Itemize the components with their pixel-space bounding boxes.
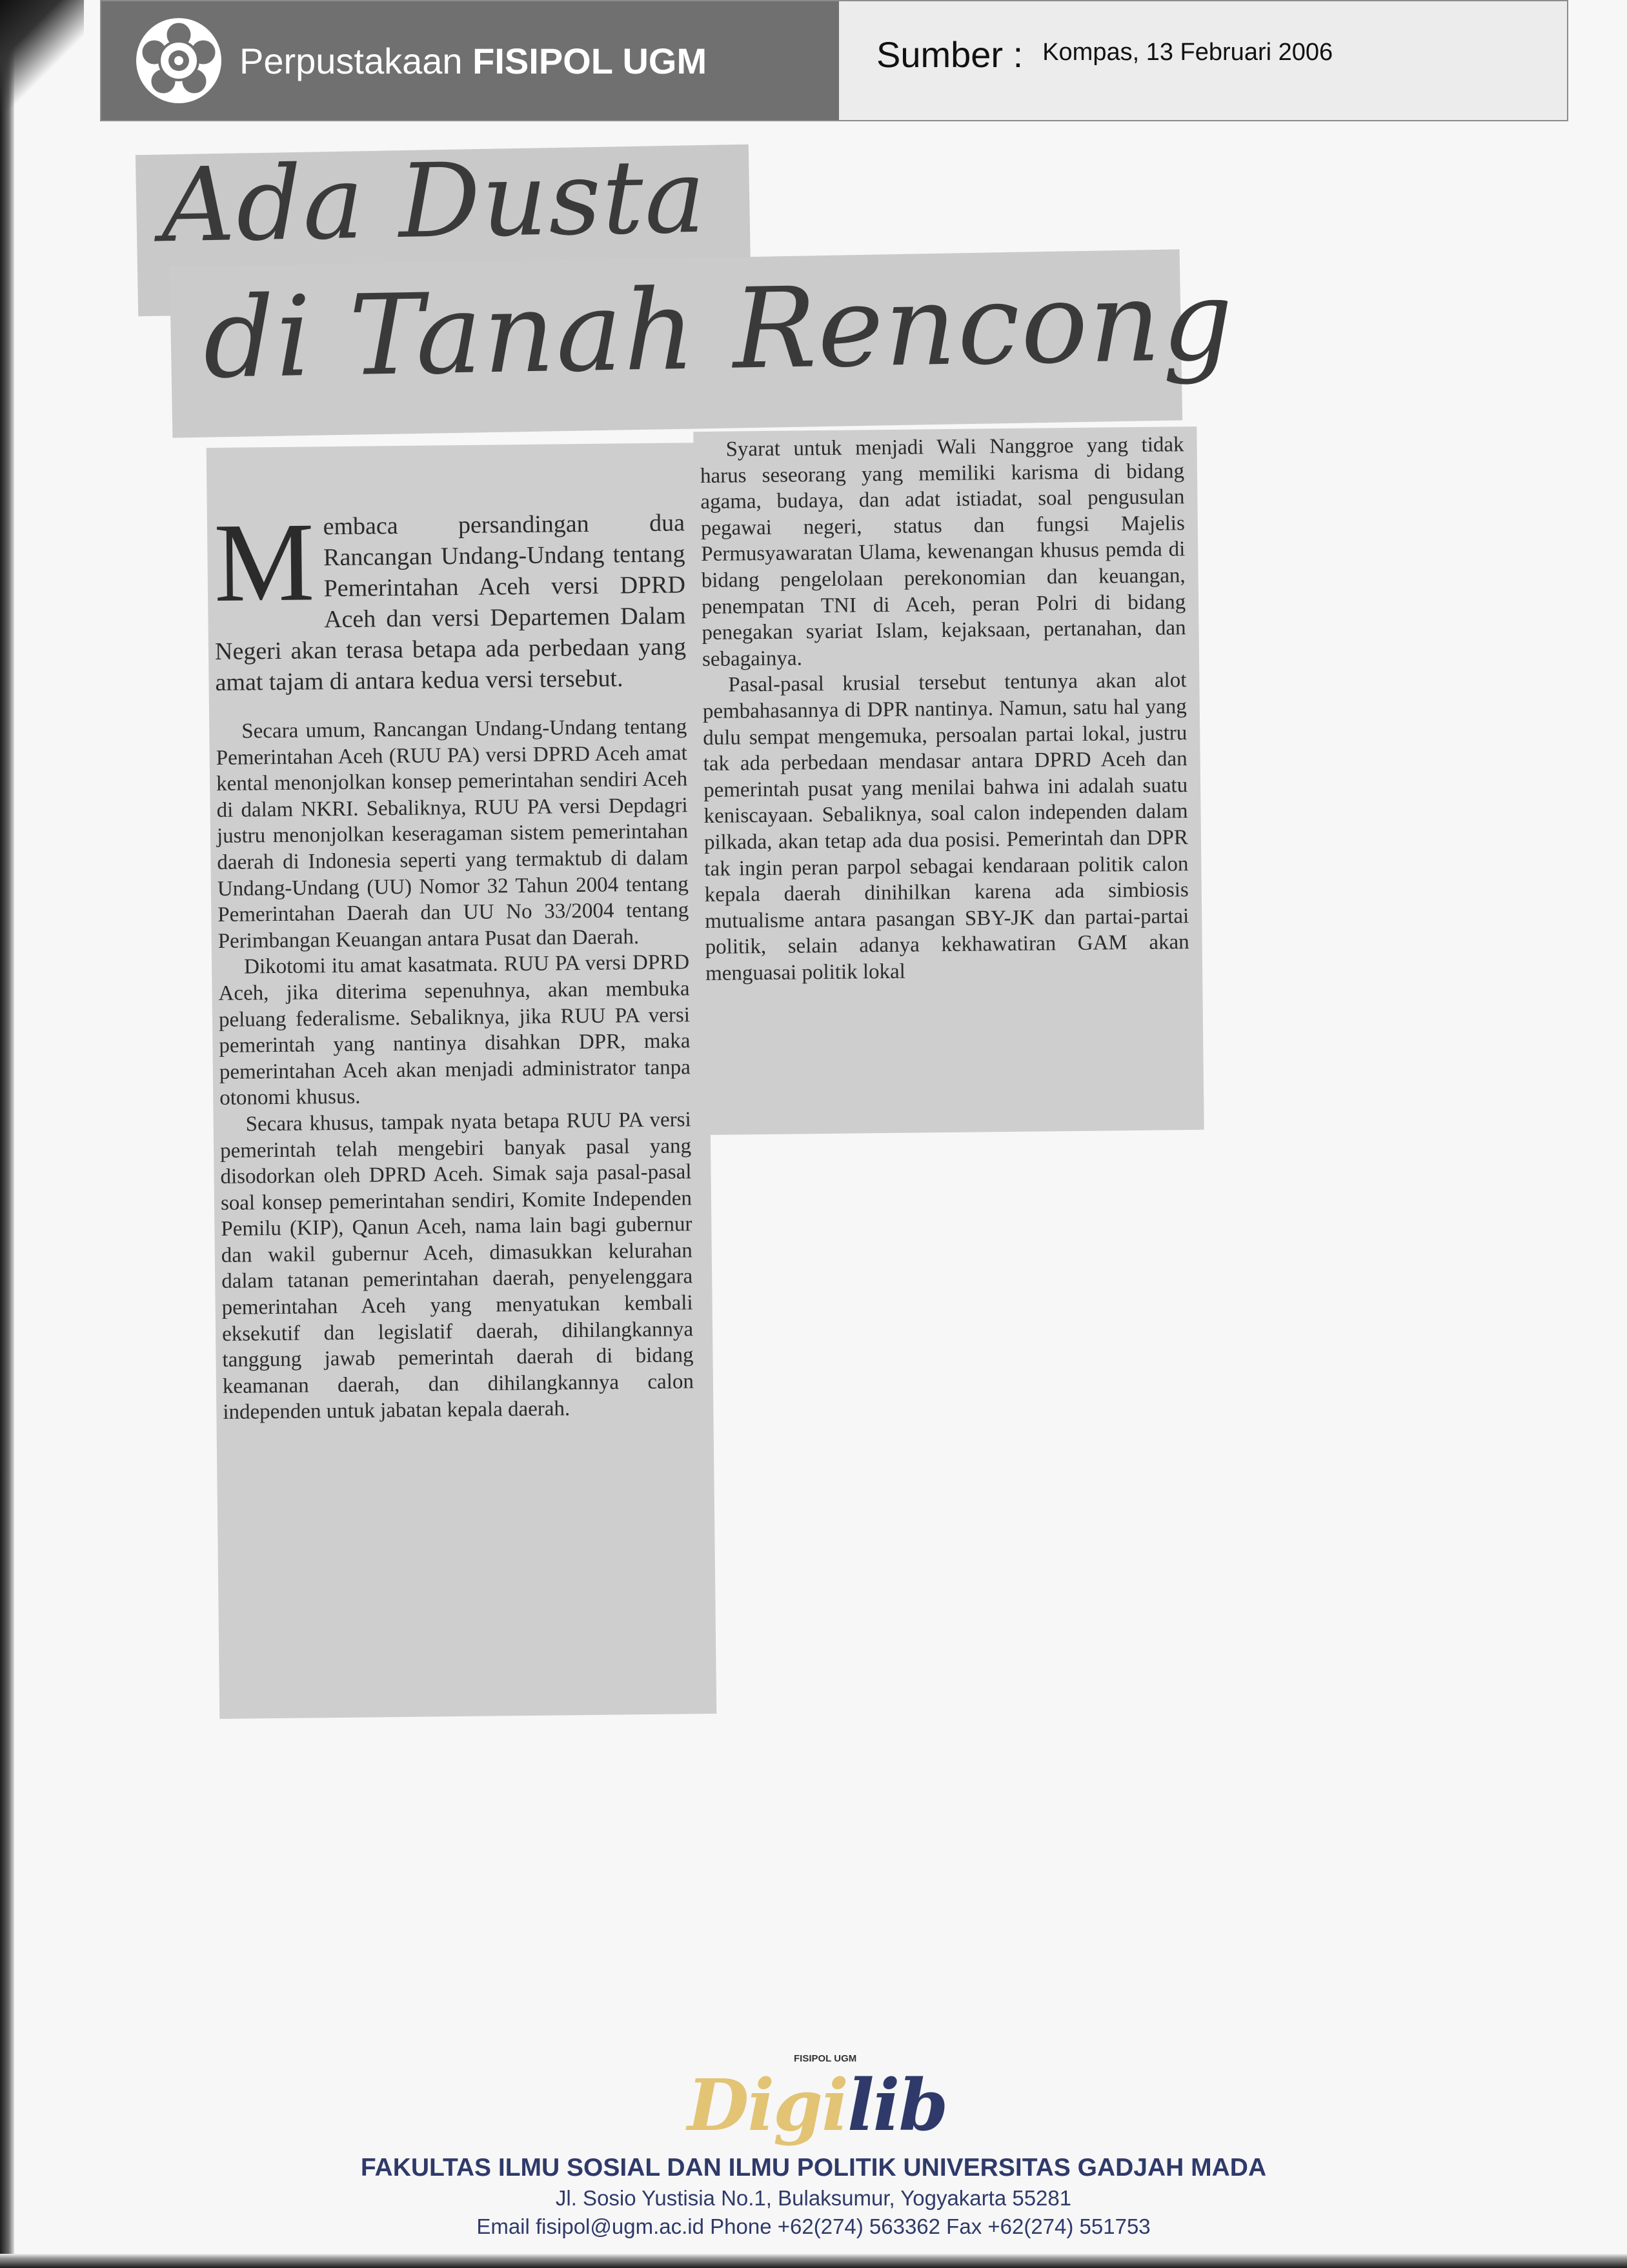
body-paragraph: Secara khusus, tampak nyata betapa RUU PA versi pemerintah telah mengebiri banyak pasal yang disodorkan oleh DPRD Aceh. Simak saja pasal-pasal soal konsep pemerintahan sendiri, Komite Independen Pemilu (KIP), Qanun Aceh, nama lain bagi gubernur dan wakil gubernur Aceh, dimasukkan kelurahan dalam tatanan pemerintahan daerah, penyelenggara pemerintahan Aceh yang menyatukan kembali eksekutif dan legislatif daerah, dihilangkannya tanggung jawab pemerintah daerah di bidang keamanan daerah, dan dihilangkannya calon independen untuk jabatan kepala daerah. <box>219 1108 694 1425</box>
lead-paragraph <box>213 499 687 698</box>
lead-text: embaca persandingan dua Rancangan Undang-Undang tentang Pemerintahan Aceh versi DPRD Aceh dan versi Departemen Dalam Negeri akan terasa betapa ada perbedaan yang amat tajam di antara kedua versi tersebut. <box>214 509 687 696</box>
faculty-name: FAKULTAS ILMU SOSIAL DAN ILMU POLITIK UNIVERSITAS GADJAH MADA <box>360 2154 1267 2182</box>
body-paragraph: Pasal-pasal krusial tersebut tentunya akan alot pembahasannya di DPR nantinya. Namun, satu hal yang dulu sempat mengemuka, persoalan partai lokal, justru tak ada perbedaan mendasar antara DPRD Aceh dan pemerintah pusat yang menilai bahwa ini adalah suatu keniscayaan. Sebaliknya, soal calon independen dalam pilkada, akan tetap ada dua posisi. Pemerintah dan DPR tak ingin peran parpol sebagai kendaraan politik calon kepala daerah dinihilkan karena ada simbiosis mutualisme antara pasangan SBY-JK dan partai-partai politik, selain adanya kekhawatiran GAM akan menguasai politik lokal <box>702 668 1189 985</box>
body-paragraph: Dikotomi itu amat kasatmata. RUU PA versi DPRD Aceh, jika diterima sepenuhnya, akan membuka peluang federalisme. Sebaliknya, jika RUU PA versi pemerintah yang nantinya disahkan DPR, maka pemerintahan Aceh akan menjadi administrator tanpa otonomi khusus. <box>218 950 691 1110</box>
body-paragraph: Syarat untuk menjadi Wali Nanggroe yang tidak harus seseorang yang memiliki karisma di bidang agama, budaya, dan adat istiadat, soal pengusulan pegawai negeri, status dan fungsi Majelis Permusyawaratan Ulama, kewenangan khusus pemda di bidang pengelolaan perekonomian dan keuangan, penempatan TNI di Aceh, peran Polri di bidang penegakan syariat Islam, kejaksaan, pertanahan, dan sebagainya. <box>700 433 1186 671</box>
headline-line-1: Ada Dusta <box>160 137 708 266</box>
library-banner <box>101 1 839 120</box>
library-prefix: Perpustakaan <box>239 40 463 81</box>
scan-edge-bottom <box>0 2254 1627 2268</box>
scan-edge-left <box>0 0 14 2268</box>
library-name <box>239 40 707 82</box>
faculty-contact: Email fisipol@ugm.ac.id Phone +62(274) 563362 Fax +62(274) 551753 <box>476 2214 1151 2238</box>
drop-cap: M <box>213 499 316 625</box>
headline-line-2: di Tanah Rencong <box>202 256 1235 403</box>
article-column-right <box>693 427 1204 1135</box>
source-label: Sumber : <box>876 34 1024 75</box>
article-column-left <box>207 443 717 1719</box>
library-unit: FISIPOL UGM <box>472 40 707 81</box>
ugm-seal-icon <box>134 15 224 106</box>
digilib-logo <box>681 2052 947 2149</box>
scan-corner-shadow <box>0 0 84 116</box>
digilib-suffix: lib <box>847 2063 947 2147</box>
source-value: Kompas, 13 Februari 2006 <box>1042 39 1333 66</box>
digilib-subtitle: FISIPOL UGM <box>794 2053 857 2064</box>
digilib-wordmark <box>687 2063 947 2147</box>
source-panel <box>839 1 1567 120</box>
library-header <box>100 0 1568 121</box>
faculty-address: Jl. Sosio Yustisia No.1, Bulaksumur, Yogyakarta 55281 <box>555 2186 1072 2210</box>
body-paragraph: Secara umum, Rancangan Undang-Undang tentang Pemerintahan Aceh (RUU PA) versi DPRD Aceh amat kental menonjolkan konsep pemerintahan sendiri Aceh di dalam NKRI. Sebaliknya, RUU PA versi Depdagri justru menonjolkan keseragaman sistem pemerintahan daerah di Indonesia seperti yang termaktub di dalam Undang-Undang (UU) Nomor 32 Tahun 2004 tentang Pemerintahan Daerah dan UU No 33/2004 tentang Perimbangan Keuangan antara Pusat dan Daerah. <box>216 715 689 953</box>
digilib-prefix: Digi <box>687 2063 847 2147</box>
